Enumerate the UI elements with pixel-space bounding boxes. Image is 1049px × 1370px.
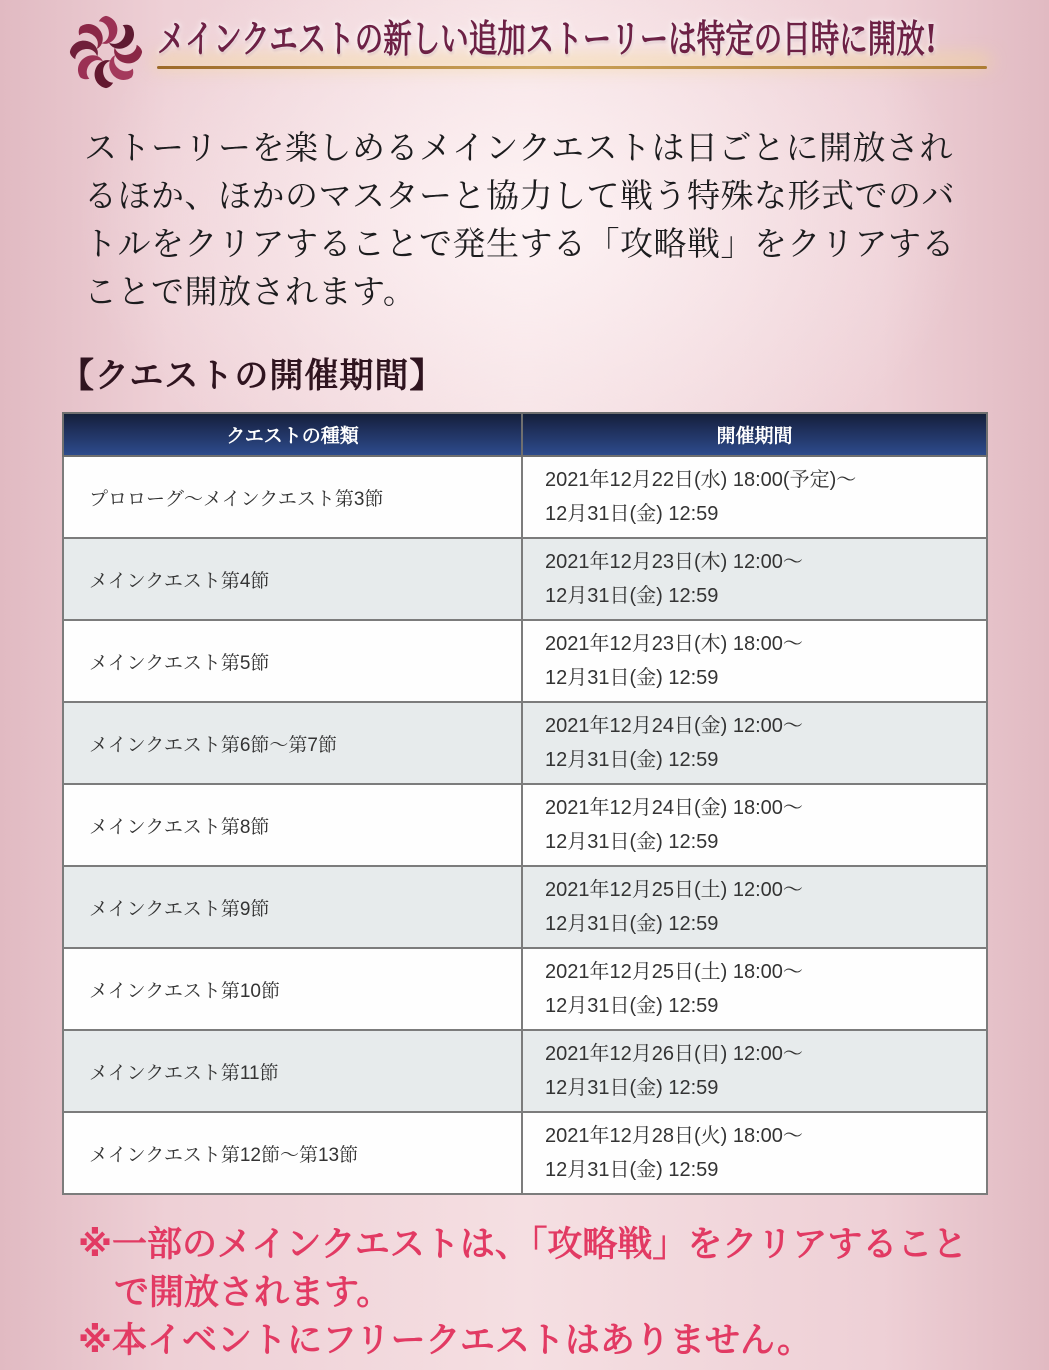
period-cell <box>522 784 987 866</box>
period-cell <box>522 456 987 538</box>
period-cell <box>522 1112 987 1194</box>
table-row <box>63 948 987 1030</box>
period-end: 12月31日(金) 12:59 <box>545 667 719 689</box>
period-end: 12月31日(金) 12:59 <box>545 831 719 853</box>
period-start: 2021年12月23日(木) 18:00〜 <box>545 633 803 655</box>
period-end: 12月31日(金) 12:59 <box>545 1159 719 1181</box>
intro-line: ことで開放されます。 <box>84 273 417 310</box>
quest-name-cell: メインクエスト第5節 <box>63 620 522 702</box>
quest-name-cell: メインクエスト第8節 <box>63 784 522 866</box>
period-cell <box>522 538 987 620</box>
period-start: 2021年12月23日(木) 12:00〜 <box>545 551 803 573</box>
period-start: 2021年12月25日(土) 18:00〜 <box>545 961 803 983</box>
quest-name-cell: プロローグ〜メインクエスト第3節 <box>63 456 522 538</box>
note-line: で開放されます。 <box>114 1273 392 1312</box>
period-start: 2021年12月26日(日) 12:00〜 <box>545 1043 803 1065</box>
table-row <box>63 538 987 620</box>
table-row <box>63 1030 987 1112</box>
period-cell <box>522 1030 987 1112</box>
intro-line: るほか、ほかのマスターと協力して戦う特殊な形式でのバ <box>84 177 955 214</box>
period-start: 2021年12月28日(火) 18:00〜 <box>545 1125 803 1147</box>
footnotes <box>78 1221 999 1365</box>
quest-name-cell: メインクエスト第6節〜第7節 <box>63 702 522 784</box>
table-row <box>63 784 987 866</box>
column-header-period: 開催期間 <box>522 413 987 456</box>
period-cell <box>522 866 987 948</box>
period-cell <box>522 702 987 784</box>
intro-line: ストーリーを楽しめるメインクエストは日ごとに開放され <box>84 129 954 166</box>
table-row <box>63 702 987 784</box>
quest-name-cell: メインクエスト第4節 <box>63 538 522 620</box>
intro-paragraph <box>84 124 989 316</box>
section-title: 【クエストの開催期間】 <box>60 357 445 395</box>
period-end: 12月31日(金) 12:59 <box>545 995 719 1017</box>
note-line: ※一部のメインクエストは、「攻略戦」をクリアすること <box>78 1225 968 1264</box>
intro-line: トルをクリアすることで発生する「攻略戦」をクリアする <box>84 225 955 262</box>
period-start: 2021年12月25日(土) 12:00〜 <box>545 879 803 901</box>
quest-schedule-table <box>62 412 988 1195</box>
table-row <box>63 1112 987 1194</box>
sun-swirl-icon <box>64 10 148 94</box>
quest-name-cell: メインクエスト第9節 <box>63 866 522 948</box>
note-line: ※本イベントにフリークエストはありません。 <box>78 1321 813 1360</box>
gold-divider <box>157 66 987 69</box>
table-row <box>63 620 987 702</box>
period-end: 12月31日(金) 12:59 <box>545 503 719 525</box>
page-title: メインクエストの新しい追加ストーリーは特定の日時に開放! <box>157 16 938 61</box>
period-end: 12月31日(金) 12:59 <box>545 585 719 607</box>
quest-name-cell: メインクエスト第10節 <box>63 948 522 1030</box>
quest-name-cell: メインクエスト第11節 <box>63 1030 522 1112</box>
period-end: 12月31日(金) 12:59 <box>545 1077 719 1099</box>
header <box>0 0 1049 100</box>
table-row <box>63 456 987 538</box>
period-end: 12月31日(金) 12:59 <box>545 913 719 935</box>
quest-name-cell: メインクエスト第12節〜第13節 <box>63 1112 522 1194</box>
period-cell <box>522 948 987 1030</box>
period-cell <box>522 620 987 702</box>
period-start: 2021年12月24日(金) 18:00〜 <box>545 797 803 819</box>
column-header-quest-type: クエストの種類 <box>63 413 522 456</box>
table-row <box>63 866 987 948</box>
period-start: 2021年12月24日(金) 12:00〜 <box>545 715 803 737</box>
table-header-row <box>63 413 987 456</box>
period-end: 12月31日(金) 12:59 <box>545 749 719 771</box>
period-start: 2021年12月22日(水) 18:00(予定)〜 <box>545 469 857 491</box>
